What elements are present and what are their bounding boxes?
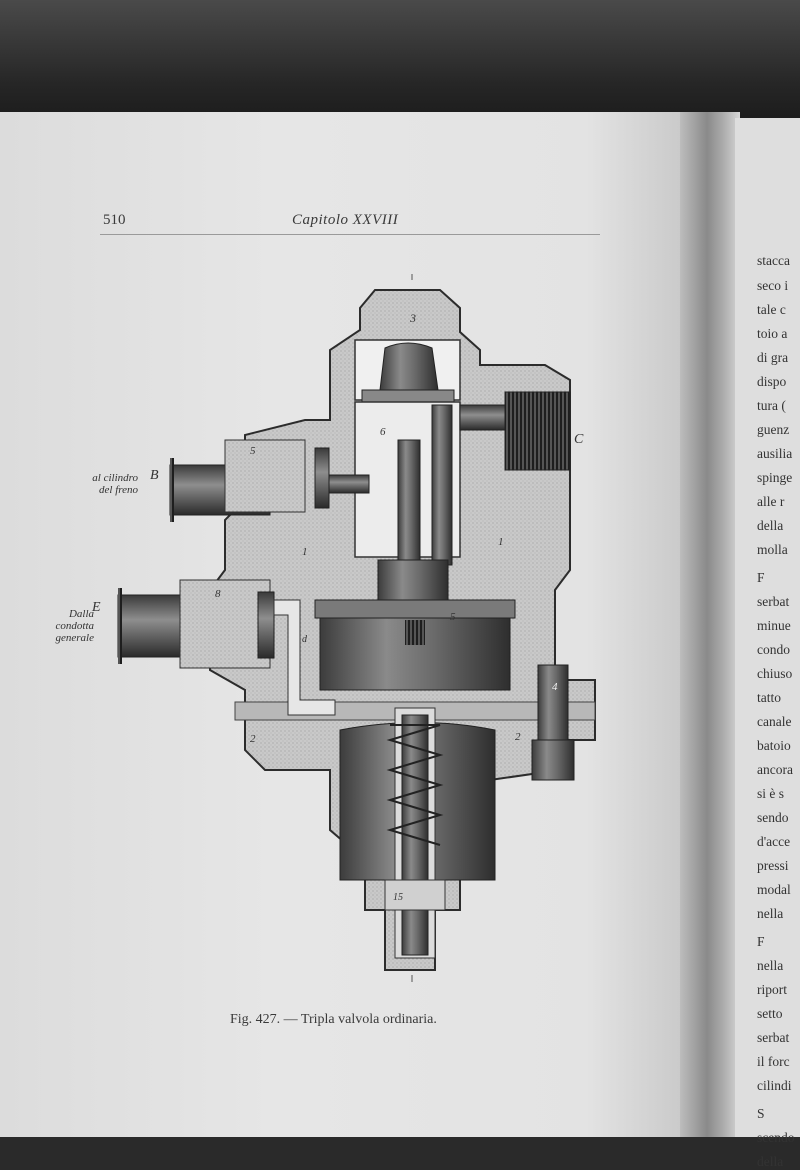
svg-text:2: 2 bbox=[515, 731, 521, 743]
right-page-line: della bbox=[757, 518, 784, 533]
right-page-line: serbat bbox=[757, 1030, 790, 1045]
right-page-line: cilindi bbox=[757, 1078, 792, 1093]
right-page-line: molla bbox=[757, 542, 788, 557]
right-page-line: si è s bbox=[757, 786, 784, 801]
right-page-line: il forc bbox=[757, 1054, 790, 1069]
book-gutter bbox=[680, 112, 740, 1137]
right-page-line: F bbox=[757, 934, 765, 949]
svg-text:15: 15 bbox=[393, 892, 403, 903]
svg-text:2: 2 bbox=[250, 733, 256, 745]
right-page-line: riport bbox=[757, 982, 787, 997]
right-page-line: F bbox=[757, 570, 765, 585]
right-page-line: chiuso bbox=[757, 666, 793, 681]
right-page-line: nella bbox=[757, 906, 784, 921]
main-pipe-label: Dalla condotta generale bbox=[55, 608, 94, 644]
svg-text:1: 1 bbox=[302, 546, 308, 558]
svg-text:3: 3 bbox=[410, 311, 416, 325]
svg-text:5: 5 bbox=[450, 611, 456, 623]
page-header bbox=[0, 212, 690, 236]
right-page-line: pressi bbox=[757, 858, 789, 873]
right-page-line: seco i bbox=[757, 278, 789, 293]
right-page-line: tale c bbox=[757, 302, 786, 317]
right-page-line: dispo bbox=[757, 374, 787, 389]
right-page-line: sendo bbox=[757, 810, 789, 825]
page-number: 510 bbox=[103, 212, 126, 228]
right-page-line: setto bbox=[757, 1006, 783, 1021]
right-page-line: tura ( bbox=[757, 398, 786, 413]
header-rule bbox=[100, 234, 600, 235]
right-page-line: toio a bbox=[757, 326, 788, 341]
right-page-line: di gra bbox=[757, 350, 789, 365]
svg-text:d: d bbox=[302, 634, 307, 645]
triple-valve-illustration bbox=[40, 270, 660, 990]
svg-text:1: 1 bbox=[498, 536, 504, 548]
top-shadow bbox=[0, 0, 800, 120]
right-page-line: guenz bbox=[757, 422, 790, 437]
right-page-line: minue bbox=[757, 618, 791, 633]
svg-text:4: 4 bbox=[552, 681, 558, 693]
right-page-line: serbat bbox=[757, 594, 790, 609]
figure-caption: Fig. 427. — Tripla valvola ordinaria. bbox=[230, 1012, 437, 1027]
right-page-line: d'acce bbox=[757, 834, 791, 849]
svg-text:6: 6 bbox=[380, 426, 386, 438]
right-page-line: S bbox=[757, 1106, 765, 1121]
svg-text:8: 8 bbox=[215, 588, 221, 600]
right-page-line: condo bbox=[757, 642, 790, 657]
label-letter-e: E bbox=[92, 600, 101, 615]
right-page-line: scendo bbox=[757, 1130, 795, 1145]
right-page-line: alle r bbox=[757, 494, 785, 509]
right-page-line: della bbox=[757, 1154, 784, 1169]
right-page-line: nella bbox=[757, 958, 784, 973]
right-page-line: canale bbox=[757, 714, 792, 729]
brake-cylinder-label: al cilindro del freno bbox=[92, 472, 138, 496]
right-page-line: ancora bbox=[757, 762, 793, 777]
right-page-line: ausilia bbox=[757, 446, 793, 461]
label-letter-b: B bbox=[150, 468, 159, 483]
label-letter-c: C bbox=[574, 432, 584, 447]
right-page-line: batoio bbox=[757, 738, 791, 753]
right-page bbox=[735, 118, 800, 1169]
right-page-line: spinge bbox=[757, 470, 793, 485]
right-page-line: modal bbox=[757, 882, 791, 897]
right-page-line: stacca bbox=[757, 253, 790, 268]
running-head: Capitolo XXVIII bbox=[292, 212, 399, 228]
bolt bbox=[532, 665, 574, 780]
svg-text:5: 5 bbox=[250, 445, 256, 457]
right-page-line: tatto bbox=[757, 690, 781, 705]
